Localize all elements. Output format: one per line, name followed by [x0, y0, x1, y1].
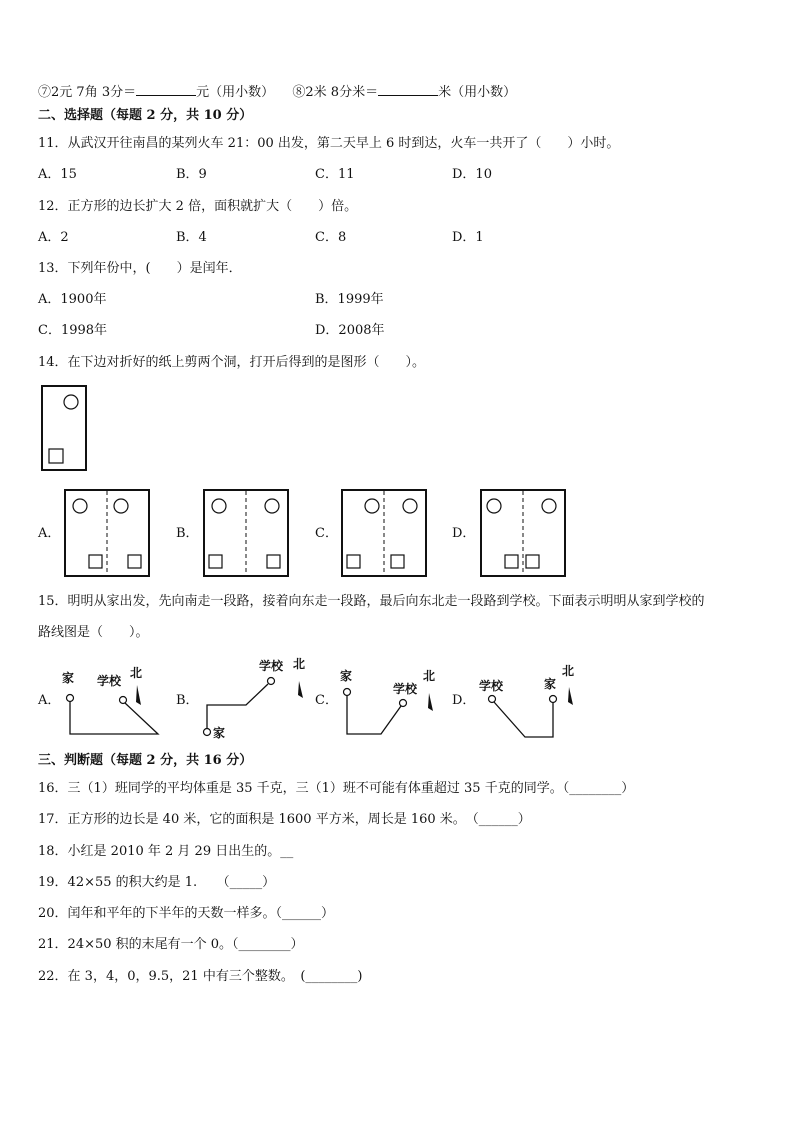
q14-option-d-label[interactable]: D． [452, 526, 476, 541]
q15-option-d-route[interactable] [478, 657, 583, 742]
q15-option-d-label[interactable]: D． [452, 693, 476, 708]
q11-option-a[interactable]: A．15 [38, 167, 77, 182]
home-label: 家 [62, 671, 75, 685]
question-11-stem: 11．从武汉开往南昌的某列火车 21：00 出发，第二天早上 6 时到达，火车一共开了（ ）小时。 [38, 136, 620, 151]
q7-answer-blank[interactable] [136, 82, 196, 96]
north-label: 北 [293, 657, 306, 671]
question-19[interactable]: 19．42×55 的积大约是 1. （_____） [38, 875, 276, 890]
q8-text: 2米 8分米＝ [305, 85, 379, 100]
question-22[interactable]: 22．在 3，4，0，9.5，21 中有三个整数。 (________) [38, 969, 363, 984]
circled-number-8: ⑧ [292, 85, 306, 100]
q7-text: 2元 7角 3分＝ [51, 85, 137, 100]
home-label: 家 [340, 669, 353, 683]
question-21[interactable]: 21．24×50 积的末尾有一个 0。（________） [38, 937, 304, 952]
section-header-choice: 二、选择题（每题 2 分，共 10 分） [38, 108, 253, 123]
folded-paper-square-hole [49, 449, 63, 463]
q12-option-c[interactable]: C．8 [315, 230, 347, 245]
q13-option-d[interactable]: D．2008年 [315, 323, 385, 338]
q14-option-c-figure[interactable] [341, 489, 427, 577]
q11-option-b[interactable]: B．9 [176, 167, 207, 182]
question-17[interactable]: 17．正方形的边长是 40 米，它的面积是 1600 平方米，周长是 160 米。 （______） [38, 812, 531, 827]
q12-option-b[interactable]: B．4 [176, 230, 207, 245]
school-label: 学校 [259, 659, 284, 673]
north-arrow-icon [136, 685, 141, 705]
north-label: 北 [130, 666, 143, 680]
north-label: 北 [562, 664, 575, 678]
question-16[interactable]: 16．三（1）班同学的平均体重是 35 千克，三（1）班不可能有体重超过 35 千克的同学。（________） [38, 781, 635, 796]
q11-option-c[interactable]: C．11 [315, 167, 355, 182]
q14-option-b-label[interactable]: B． [176, 526, 199, 541]
q15-option-a-route[interactable] [60, 660, 160, 740]
question-12-stem: 12．正方形的边长扩大 2 倍，面积就扩大（ ）倍。 [38, 199, 358, 214]
q14-option-c-label[interactable]: C． [315, 526, 338, 541]
home-label: 家 [544, 677, 557, 691]
school-label: 学校 [393, 682, 418, 696]
north-arrow-icon [568, 687, 573, 705]
folded-paper-circle-hole [64, 395, 78, 409]
home-label: 家 [213, 726, 226, 740]
q14-option-b-figure[interactable] [203, 489, 289, 577]
school-label: 学校 [97, 674, 122, 688]
q11-option-d[interactable]: D．10 [452, 167, 492, 182]
q15-option-b-label[interactable]: B． [176, 693, 199, 708]
north-arrow-icon [298, 681, 303, 698]
q14-option-a-figure[interactable] [64, 489, 150, 577]
question-13-stem: 13．下列年份中，( ）是闰年． [38, 261, 242, 276]
fill-blank-line [38, 82, 516, 102]
q8-answer-blank[interactable] [378, 82, 438, 96]
section-header-judgement: 三、判断题（每题 2 分，共 16 分） [38, 753, 253, 768]
folded-paper-figure [41, 385, 87, 471]
question-15-stem-line1: 15．明明从家出发，先向南走一段路，接着向东走一段路，最后向东北走一段路到学校。下面表示明明从家到学校的 [38, 594, 705, 609]
q7-unit: 元（用小数） [196, 85, 275, 100]
q13-option-b[interactable]: B．1999年 [315, 292, 384, 307]
north-label: 北 [423, 669, 436, 683]
q15-option-c-route[interactable] [337, 660, 442, 740]
question-14-stem: 14．在下边对折好的纸上剪两个洞，打开后得到的是图形（ ）。 [38, 355, 426, 370]
q8-unit: 米（用小数） [438, 85, 517, 100]
q14-option-d-figure[interactable] [480, 489, 566, 577]
question-15-stem-line2: 路线图是（ ）。 [38, 625, 149, 640]
q14-option-a-label[interactable]: A． [38, 526, 61, 541]
q15-option-c-label[interactable]: C． [315, 693, 338, 708]
q12-option-a[interactable]: A．2 [38, 230, 69, 245]
q15-option-b-route[interactable] [198, 653, 313, 743]
circled-number-7: ⑦ [38, 85, 52, 100]
question-18[interactable]: 18．小红是 2010 年 2 月 29 日出生的。__ [38, 844, 294, 859]
q15-option-a-label[interactable]: A． [38, 693, 61, 708]
q13-option-c[interactable]: C．1998年 [38, 323, 108, 338]
question-20[interactable]: 20．闰年和平年的下半年的天数一样多。（______） [38, 906, 335, 921]
q13-option-a[interactable]: A．1900年 [38, 292, 107, 307]
north-arrow-icon [428, 693, 433, 711]
q12-option-d[interactable]: D．1 [452, 230, 484, 245]
school-label: 学校 [479, 679, 504, 693]
